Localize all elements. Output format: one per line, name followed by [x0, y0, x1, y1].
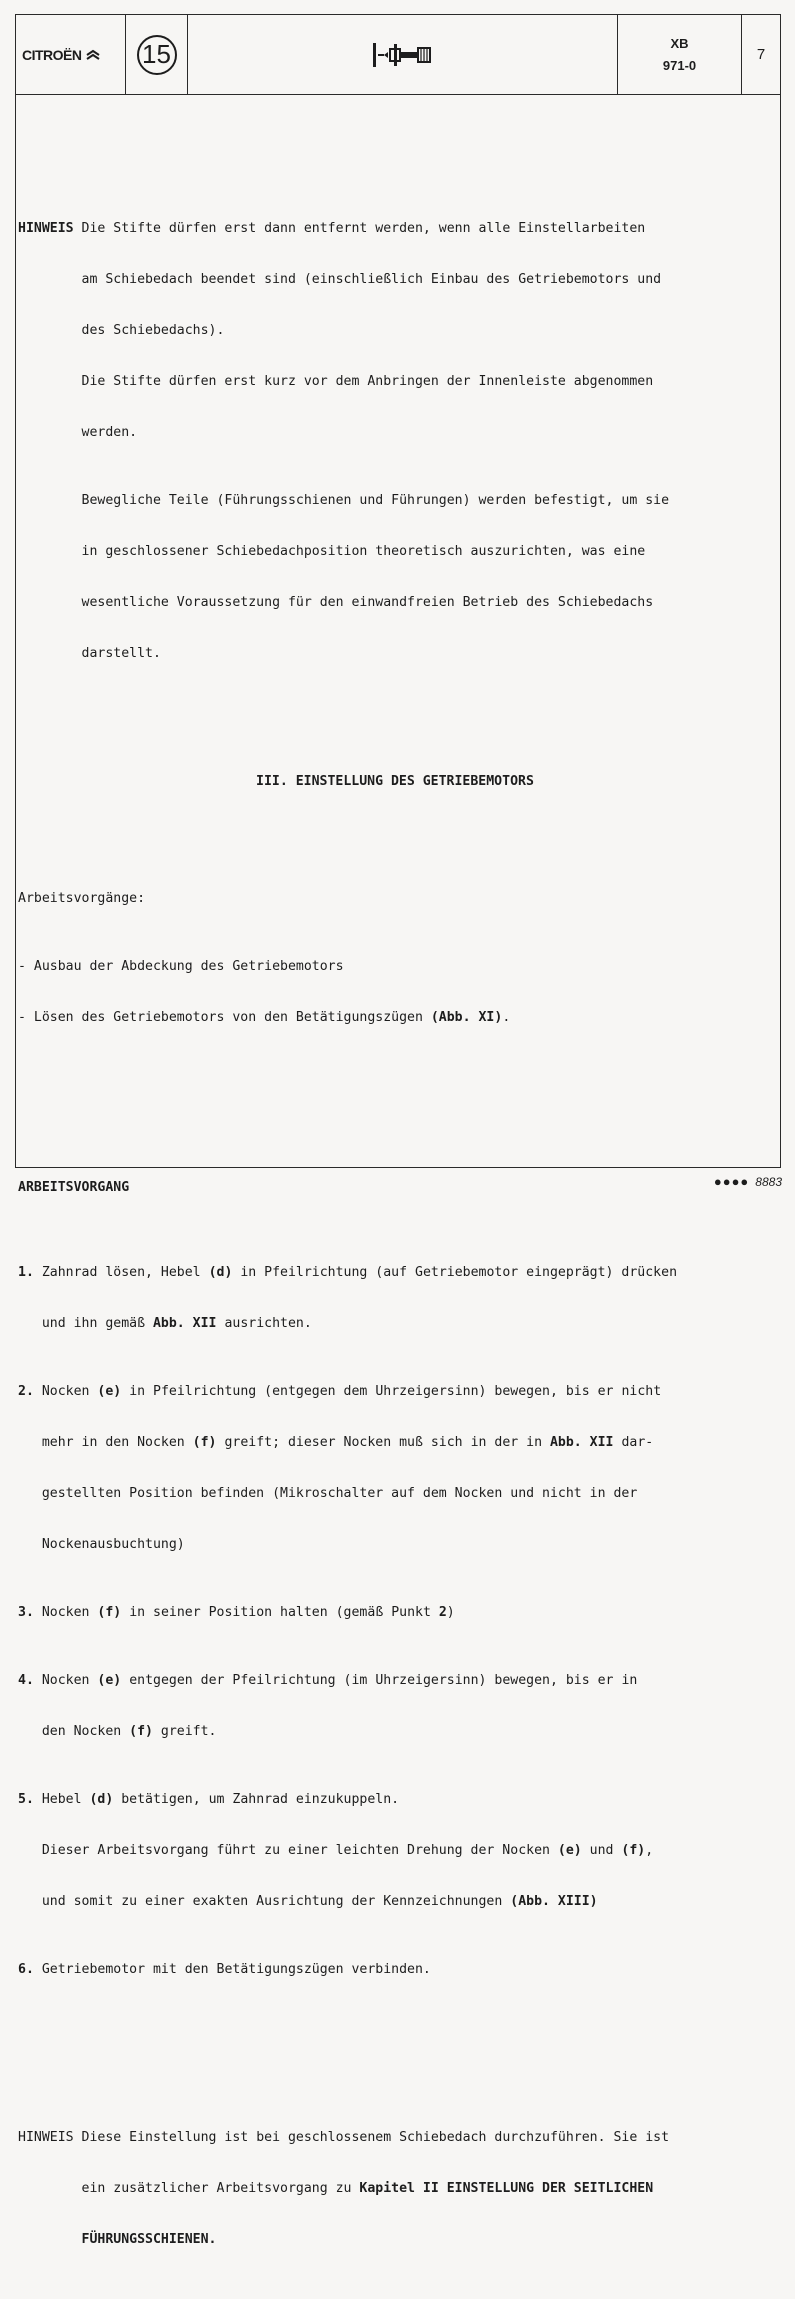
operations-heading: Arbeitsvorgänge: [18, 891, 146, 906]
step-4-line-1: 4. Nocken (e) entgegen der Pfeilrichtung (im Uhrzeigersinn) bewegen, bis er in [18, 1673, 638, 1688]
step-5-line-3: und somit zu einer exakten Ausrichtung der Kennzeichnungen (Abb. XIII) [18, 1894, 598, 1909]
chapter-number: 15 [137, 35, 177, 75]
procedure-block [18, 1145, 778, 2012]
step-2-line-1: 2. Nocken (e) in Pfeilrichtung (entgegen dem Uhrzeigersinn) bewegen, bis er nicht [18, 1384, 662, 1399]
brand-logo: CITROËN [22, 46, 82, 63]
note2-label: HINWEIS [18, 2130, 74, 2145]
page-number: 7 [756, 46, 766, 63]
note1-line-7: in geschlossener Schiebedachposition theoretisch auszurichten, was eine [18, 544, 646, 559]
note1-line-6: Bewegliche Teile (Führungsschienen und Führungen) werden befestigt, um sie [18, 493, 670, 508]
step-5-line-2: Dieser Arbeitsvorgang führt zu einer leichten Drehung der Nocken (e) und (f), [18, 1843, 654, 1858]
note-block-1 [18, 186, 778, 696]
tool-cell [188, 15, 618, 94]
procedure-heading: ARBEITSVORGANG [18, 1180, 130, 1195]
chevrons-logo-icon [85, 49, 101, 61]
step-2-line-4: Nockenausbuchtung) [18, 1537, 185, 1552]
operations-block [18, 856, 778, 1060]
note1-line-3: des Schiebedachs). [18, 323, 225, 338]
tool-icon [370, 41, 436, 69]
note-block-2 [18, 2095, 778, 2282]
note1-line-5: werden. [18, 425, 138, 440]
step-5-line-1: 5. Hebel (d) betätigen, um Zahnrad einzukuppeln. [18, 1792, 400, 1807]
operations-item-1: - Ausbau der Abdeckung des Getriebemotors [18, 959, 344, 974]
chapter-cell [126, 15, 188, 94]
note2-line-2: ein zusätzlicher Arbeitsvorgang zu Kapitel II EINSTELLUNG DER SEITLICHEN [18, 2181, 654, 2196]
step-4-line-2: den Nocken (f) greift. [18, 1724, 217, 1739]
brand-cell [16, 15, 126, 94]
page-header [16, 15, 780, 95]
section-title: III. EINSTELLUNG DES GETRIEBEMOTORS [256, 774, 534, 789]
step-1-line-1: 1. Zahnrad lösen, Hebel (d) in Pfeilrichtung (auf Getriebemotor eingeprägt) drücken [18, 1265, 678, 1280]
doc-code-cell [618, 15, 742, 94]
doc-code: 971-0 [662, 57, 697, 73]
step-2-line-2: mehr in den Nocken (f) greift; dieser Nocken muß sich in der in Abb. XII dar- [18, 1435, 654, 1450]
page-footer [714, 1174, 782, 1189]
step-2-line-3: gestellten Position befinden (Mikroschalter auf dem Nocken und nicht in der [18, 1486, 638, 1501]
document-body [18, 152, 778, 2299]
step-6-line-1: 6. Getriebemotor mit den Betätigungszügen verbinden. [18, 1962, 431, 1977]
footer-dots: ●●●● [713, 1174, 750, 1189]
page-number-cell [742, 15, 780, 94]
note1-label: HINWEIS [18, 221, 74, 236]
operations-item-2: - Lösen des Getriebemotors von den Betätigungszügen (Abb. XI). [18, 1010, 511, 1025]
step-1-line-2: und ihn gemäß Abb. XII ausrichten. [18, 1316, 312, 1331]
model-code: XB [670, 35, 689, 51]
note2-line-3: FÜHRUNGSSCHIENEN. [18, 2232, 217, 2247]
footer-code: 8883 [755, 1174, 782, 1189]
note1-line-2: am Schiebedach beendet sind (einschließlich Einbau des Getriebemotors und [18, 272, 662, 287]
note1-line-4: Die Stifte dürfen erst kurz vor dem Anbringen der Innenleiste abgenommen [18, 374, 654, 389]
note1-line-9: darstellt. [18, 646, 161, 661]
note1-line-8: wesentliche Voraussetzung für den einwandfreien Betrieb des Schiebedachs [18, 595, 654, 610]
note2-line-1: HINWEIS Diese Einstellung ist bei geschlossenem Schiebedach durchzuführen. Sie ist [18, 2130, 670, 2145]
step-3-line-1: 3. Nocken (f) in seiner Position halten (gemäß Punkt 2) [18, 1605, 455, 1620]
note1-line-1: HINWEIS Die Stifte dürfen erst dann entfernt werden, wenn alle Einstellarbeiten [18, 221, 646, 236]
